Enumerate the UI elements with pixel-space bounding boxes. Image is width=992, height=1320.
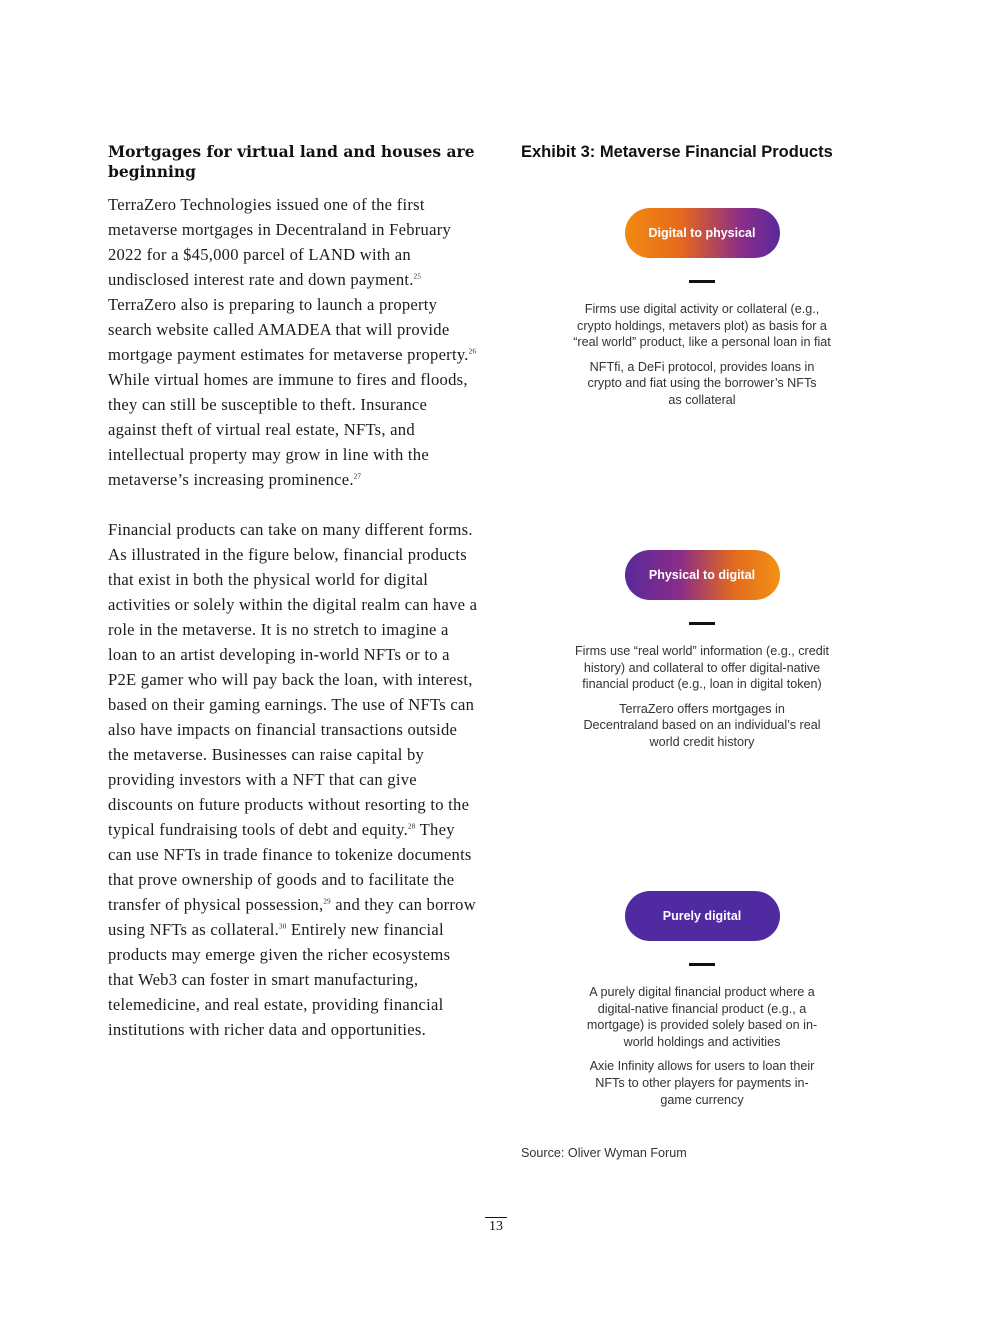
product-example: NFTfi, a DeFi protocol, provides loans in crypto and fiat using the borrower’s NFTs as collateral (587, 359, 817, 407)
product-physical-to-digital (521, 550, 883, 751)
footnote-marker: 27 (353, 472, 362, 481)
product-example: Axie Infinity allows for users to loan their NFTs to other players for payments in-game currency (589, 1059, 815, 1107)
product-description: Firms use “real world” information (e.g., credit history) and collateral to offer digital-native financial product (e.g., loan in digital token) (574, 644, 830, 692)
footnote-marker: 30 (279, 922, 287, 931)
paragraph-text: Financial products can take on many different forms. As illustrated in the figure below, financial products that exist in both the physical world for digital activities or solely within the digital realm can have a role in the metaverse. It is no stretch to imagine a loan to an artist developing in-world NFTs or to a P2E gamer who will pay back the loan, with interest, based on their gaming earnings. The use of NFTs can also have impacts on financial transactions outside the metaverse. Businesses can raise capital by providing investors with a NFT that can give discounts on future products without resorting to the typical fundraising tools of debt and equity. (108, 520, 478, 839)
paragraph-2 (108, 517, 478, 1042)
section-heading: Mortgages for virtual land and houses are beginning (108, 142, 475, 181)
product-description: A purely digital financial product where a digital-native financial product (e.g., a mortgage) is provided solely based on in-world holdings and activities (586, 985, 818, 1049)
article-column (108, 142, 478, 1042)
product-purely-digital (521, 891, 883, 1108)
paragraph-text: TerraZero Technologies issued one of the first metaverse mortgages in Decentraland in February 2022 for a $45,000 parcel of LAND with an undisclosed interest rate and down payment. (108, 195, 452, 289)
page-number: 13 (485, 1217, 507, 1235)
footnote-marker: 29 (323, 897, 331, 906)
exhibit-title: Exhibit 3: Metaverse Financial Products (521, 143, 833, 161)
footnote-marker: 26 (468, 347, 477, 356)
divider (689, 963, 715, 966)
paragraph-1 (108, 192, 478, 492)
footnote-marker: 28 (408, 822, 416, 831)
source-note: Source: Oliver Wyman Forum (521, 1146, 687, 1160)
paragraph-text: and they can borrow using NFTs as collateral. (108, 895, 476, 939)
footnote-marker: 25 (413, 272, 422, 281)
exhibit (521, 142, 891, 1107)
paragraph-text: While virtual homes are immune to fires and floods, they can still be susceptible to theft. Insurance against theft of virtual real estate, NFTs, and intellectual property may grow in line with the metaverse’s increasing prominence. (108, 370, 468, 489)
divider (689, 280, 715, 283)
divider (689, 622, 715, 625)
product-pill: Purely digital (625, 891, 780, 941)
product-example: TerraZero offers mortgages in Decentraland based on an individual’s real world credit history (583, 701, 821, 749)
paragraph-text: TerraZero also is preparing to launch a property search website called AMADEA that will provide mortgage payment estimates for metaverse property. (108, 295, 469, 364)
product-digital-to-physical (521, 208, 883, 409)
product-description: Firms use digital activity or collateral (e.g., crypto holdings, metavers plot) as basis for a “real world” product, like a personal loan in fiat (573, 302, 831, 350)
product-pill: Digital to physical (625, 208, 780, 258)
product-pill: Physical to digital (625, 550, 780, 600)
paragraph-text: Entirely new financial products may emerge given the richer ecosystems that Web3 can foster in smart manufacturing, telemedicine, and real estate, providing financial institutions with richer data and opportunities. (108, 920, 451, 1039)
paragraph-text: They can use NFTs in trade finance to tokenize documents that prove ownership of goods and to facilitate the transfer of physical possession, (108, 820, 472, 914)
